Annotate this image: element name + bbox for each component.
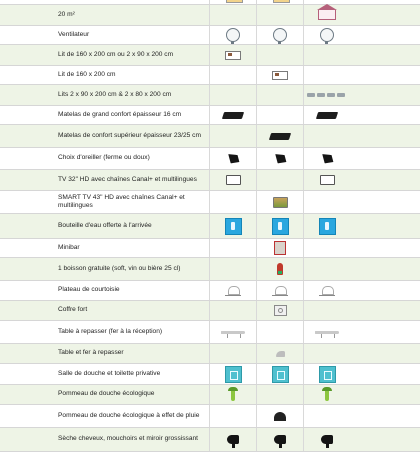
tray-icon <box>319 285 335 296</box>
four-beds-icon <box>307 93 315 97</box>
drink-icon <box>277 263 283 275</box>
amenity-label: Choix d'oreiller (ferme ou doux) <box>58 154 150 162</box>
icon-cell <box>256 191 303 213</box>
table-row <box>0 321 420 344</box>
icon-cell <box>209 170 256 190</box>
safe-icon <box>274 305 287 316</box>
amenity-label: Table et fer à repasser <box>58 349 124 357</box>
table-row <box>0 214 420 239</box>
right-margin <box>350 239 420 257</box>
icon-cell <box>303 125 350 147</box>
right-margin <box>350 321 420 343</box>
table-row <box>0 428 420 452</box>
icon-cell <box>209 106 256 124</box>
icon-cell <box>209 239 256 257</box>
icon-cell <box>256 106 303 124</box>
amenity-label: Salle de douche et toilette privative <box>58 369 161 377</box>
icon-cell <box>303 405 350 427</box>
icon-cell <box>303 191 350 213</box>
icon-cell <box>256 405 303 427</box>
icon-cell <box>303 239 350 257</box>
amenity-label: Plateau de courtoisie <box>58 286 120 294</box>
icon-cell <box>303 45 350 65</box>
nice-room-icon <box>273 0 288 4</box>
table-row <box>0 125 420 148</box>
icon-cell <box>303 385 350 404</box>
tv-icon <box>320 175 335 185</box>
icon-cell <box>256 5 303 25</box>
amenity-label: Coffre fort <box>58 306 88 314</box>
right-margin <box>350 125 420 147</box>
pillow-icon <box>272 152 287 166</box>
amenity-label: Sèche cheveux, mouchoirs et miroir grossissant <box>58 435 198 443</box>
icon-cell <box>303 344 350 363</box>
icon-cell <box>256 344 303 363</box>
icon-cell <box>209 214 256 238</box>
water-bottle-icon <box>272 218 289 235</box>
icon-cell <box>256 0 303 4</box>
fan-icon <box>320 28 334 42</box>
shower-room-icon <box>272 366 289 383</box>
fan-icon <box>273 28 287 42</box>
amenity-label: Pommeau de douche écologique à effet de pluie <box>58 411 200 419</box>
tray-icon <box>225 285 241 296</box>
icon-cell <box>256 26 303 44</box>
shower-room-icon <box>319 366 336 383</box>
right-margin <box>350 191 420 213</box>
iron-icon <box>276 351 285 357</box>
icon-cell <box>256 239 303 257</box>
icon-cell <box>303 214 350 238</box>
right-margin <box>350 26 420 44</box>
right-margin <box>350 405 420 427</box>
icon-cell <box>256 125 303 147</box>
tv-icon <box>226 175 241 185</box>
amenity-label: Matelas de confort supérieur épaisseur 23/25 cm <box>58 131 201 139</box>
ironing-board-icon <box>315 331 339 334</box>
amenity-label: Table à repasser (fer à la réception) <box>58 327 163 335</box>
icon-cell <box>209 428 256 451</box>
right-margin <box>350 85 420 105</box>
water-bottle-icon <box>319 218 336 235</box>
icon-cell <box>303 258 350 280</box>
right-margin <box>350 428 420 451</box>
amenity-label: Matelas de grand confort épaisseur 16 cm <box>58 110 182 118</box>
right-margin <box>350 281 420 300</box>
mattress-icon <box>316 112 338 119</box>
table-row <box>0 191 420 214</box>
table-row <box>0 5 420 26</box>
icon-cell <box>303 106 350 124</box>
hair-dryer-icon <box>227 435 239 444</box>
right-margin <box>350 106 420 124</box>
shower-head-icon <box>231 388 235 401</box>
double-bed-icon <box>272 71 288 80</box>
rain-shower-icon <box>274 412 286 421</box>
icon-cell <box>303 170 350 190</box>
hair-dryer-icon <box>274 435 286 444</box>
icon-cell <box>256 66 303 84</box>
four-beds-icon <box>317 93 325 97</box>
icon-cell <box>256 148 303 169</box>
pillow-icon <box>319 152 334 166</box>
table-row <box>0 281 420 301</box>
amenity-label: 20 m² <box>58 10 75 18</box>
pillow-icon <box>225 152 240 166</box>
icon-cell <box>303 66 350 84</box>
icon-cell <box>256 364 303 384</box>
icon-cell <box>209 85 256 105</box>
smart-tv-icon <box>273 197 288 208</box>
icon-cell <box>209 125 256 147</box>
amenity-label: Minibar <box>58 243 80 251</box>
right-margin <box>350 0 420 4</box>
amenity-label: Ventilateur <box>58 30 90 38</box>
table-row <box>0 385 420 405</box>
icon-cell <box>256 321 303 343</box>
right-margin <box>350 364 420 384</box>
icon-cell <box>209 321 256 343</box>
right-margin <box>350 258 420 280</box>
right-margin <box>350 45 420 65</box>
mattress-icon <box>222 112 244 119</box>
amenity-label: TV 32" HD avec chaînes Canal+ et multilingues <box>58 175 197 183</box>
icon-cell <box>209 301 256 320</box>
icon-cell <box>303 364 350 384</box>
amenity-label: 1 boisson gratuite (soft, vin ou bière 25 cl) <box>58 264 181 272</box>
icon-cell <box>209 385 256 404</box>
right-margin <box>350 148 420 169</box>
right-margin <box>350 66 420 84</box>
mattress-icon <box>269 133 291 140</box>
icon-cell <box>303 26 350 44</box>
house-icon <box>318 10 336 20</box>
amenity-label: Lit de 160 x 200 cm <box>58 70 116 78</box>
table-row <box>0 170 420 191</box>
icon-cell <box>209 281 256 300</box>
icon-cell <box>303 281 350 300</box>
amenity-label: Lits 2 x 90 x 200 cm & 2 x 80 x 200 cm <box>58 90 172 98</box>
icon-cell <box>209 148 256 169</box>
icon-cell <box>256 428 303 451</box>
table-row <box>0 148 420 170</box>
four-beds-icon <box>327 93 335 97</box>
icon-cell <box>209 66 256 84</box>
icon-cell <box>256 258 303 280</box>
four-beds-icon <box>337 93 345 97</box>
nice-room-icon <box>226 0 241 4</box>
icon-cell <box>256 281 303 300</box>
icon-cell <box>209 0 256 4</box>
icon-cell <box>209 405 256 427</box>
icon-cell <box>209 344 256 363</box>
icon-cell <box>256 214 303 238</box>
fan-icon <box>226 28 240 42</box>
tray-icon <box>272 285 288 296</box>
icon-cell <box>303 428 350 451</box>
right-margin <box>350 344 420 363</box>
icon-cell <box>209 258 256 280</box>
right-margin <box>350 214 420 238</box>
amenity-label: SMART TV 43" HD avec chaînes Canal+ et multilingues <box>58 193 185 209</box>
table-row <box>0 106 420 125</box>
double-bed-icon <box>225 51 241 60</box>
shower-head-icon <box>325 388 329 401</box>
minibar-icon <box>274 241 286 255</box>
table-row <box>0 85 420 106</box>
icon-cell <box>303 5 350 25</box>
right-margin <box>350 5 420 25</box>
water-bottle-icon <box>225 218 242 235</box>
amenity-label: Bouteille d'eau offerte à l'arrivée <box>58 221 152 229</box>
icon-cell <box>256 385 303 404</box>
icon-cell <box>256 301 303 320</box>
icon-cell <box>256 170 303 190</box>
icon-cell <box>256 45 303 65</box>
icon-cell <box>303 148 350 169</box>
right-margin <box>350 301 420 320</box>
icon-cell <box>303 321 350 343</box>
table-row <box>0 364 420 385</box>
table-row <box>0 66 420 85</box>
table-row <box>0 239 420 258</box>
icon-cell <box>303 85 350 105</box>
amenity-label <box>0 0 209 4</box>
icon-cell <box>209 45 256 65</box>
shower-room-icon <box>225 366 242 383</box>
table-row <box>0 258 420 281</box>
right-margin <box>350 170 420 190</box>
icon-cell <box>209 26 256 44</box>
hair-dryer-icon <box>321 435 333 444</box>
table-row <box>0 405 420 428</box>
right-margin <box>350 385 420 404</box>
icon-cell <box>209 364 256 384</box>
table-row <box>0 26 420 45</box>
ironing-board-icon <box>221 331 245 334</box>
table-row <box>0 344 420 364</box>
icon-cell <box>209 5 256 25</box>
amenity-label: Lit de 160 x 200 cm ou 2 x 90 x 200 cm <box>58 50 174 58</box>
amenity-label: Pommeau de douche écologique <box>58 390 155 398</box>
table-row <box>0 301 420 321</box>
icon-cell <box>256 85 303 105</box>
icon-cell <box>209 191 256 213</box>
icon-cell <box>303 301 350 320</box>
table-row <box>0 45 420 66</box>
